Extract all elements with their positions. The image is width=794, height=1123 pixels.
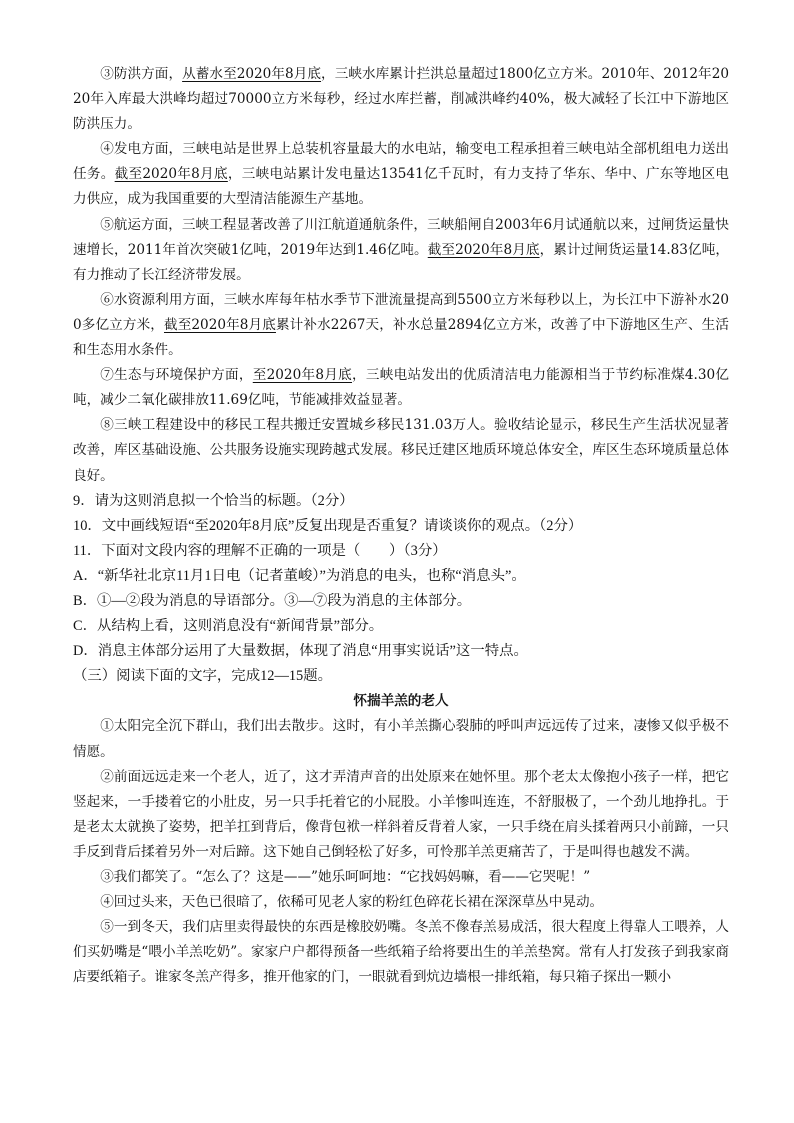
story-paragraph-1: ①太阳完全沉下群山，我们出去散步。这时，有小羊羔撕心裂肺的呼叫声远远传了过来，凄惨又似乎极不情愿。: [73, 718, 729, 760]
paragraph-5: [73, 213, 729, 288]
question-9: 9．请为这则消息拟一个恰当的标题。（2分）: [73, 492, 354, 509]
question-10: 10．文中画线短语“至2020年8月底”反复出现是否重复？请谈谈你的观点。（2分）: [73, 517, 583, 534]
question-11: 11．下面对文段内容的理解不正确的一项是（ ）（3分）: [73, 542, 447, 559]
option-b: B．①—②段为消息的导语部分。③—⑦段为消息的主体部分。: [73, 592, 472, 609]
story-paragraph-3: ③我们都笑了。“怎么了？这是——”她乐呵呵地：“它找妈妈嘛，看——它哭呢！”: [100, 869, 591, 885]
paragraph-7: [73, 363, 729, 413]
option-c: C．从结构上看，这则消息没有“新闻背景”部分。: [73, 618, 384, 635]
underlined-phrase: 截至2020年8月底: [163, 316, 276, 333]
text: ④发电方面，三峡电站是世界上总装机容量最大的水电站，输变电工程承担着三峡电站全部机组电力送出任务。: [73, 141, 729, 183]
paragraph-4: [73, 137, 729, 212]
story-paragraph-2: ②前面远远走来一个老人，近了，这才弄清声音的出处原来在她怀里。那个老太太像抱小孩子一样，把它竖起来，一手搂着它的小肚皮，另一只手托着它的小屁股。小羊惨叫连连，不舒服极了，一个劲儿地挣扎。于是老太太就换了姿势，把羊扛到背后，像背包袱一样斜着反背着人家，一只手绕在肩头揉着两只小前蹄，一只手反到背后揉着另外一对后蹄。这下她自己倒轻松了好多，可怜那羊羔更痛苦了，于是叫得也越发不满。: [73, 768, 729, 860]
underlined-phrase: 至2020年8月底: [252, 367, 353, 384]
paragraph-3: [73, 62, 729, 137]
underlined-phrase: 截至2020年8月底: [114, 166, 228, 183]
text: ③防洪方面，: [100, 66, 183, 82]
story-paragraph-4: ④回过头来，天色已很暗了，依稀可见老人家的粉红色碎花长裙在深深草丛中晃动。: [100, 894, 604, 911]
paragraph-6: [73, 288, 729, 363]
text: ⑥水资源利用方面，三峡水库每年枯水季节下泄流量提高到5500立方米每秒以上，为长江中下游补水200多亿立方米，: [73, 291, 729, 333]
underlined-phrase: 截至2020年8月底: [427, 241, 540, 258]
story-title: 怀揣羊羔的老人: [353, 693, 449, 710]
section-3-heading: （三）阅读下面的文字，完成12—15题。: [73, 668, 333, 685]
page-content: [73, 62, 729, 990]
text: 累计补水2267天，补水总量2894亿立方米，改善了中下游地区生产、生活和生态用水条件。: [73, 316, 729, 359]
text: ，累计过闸货运量14.83亿吨，有力推动了长江经济带发展。: [73, 241, 729, 283]
option-a: A．“新华社北京11月1日电（记者董峻）”为消息的电头，也称“消息头”。: [73, 567, 526, 584]
text: ，三峡电站累计发电量达13541亿千瓦时，有力支持了华东、华中、广东等地区电力供应，成为我国重要的大型清洁能源生产基地。: [73, 166, 730, 208]
option-d: D．消息主体部分运用了大量数据，体现了消息“用事实说话”这一特点。: [73, 643, 528, 660]
text: ⑤航运方面，三峡工程显著改善了川江航道通航条件，三峡船闸自2003年6月试通航以来，过闸货运量快速增长，2011年首次突破1亿吨，2019年达到1.46亿吨。: [73, 216, 729, 258]
text: ⑦生态与环境保护方面，: [100, 367, 253, 384]
text: ，三峡电站发出的优质清洁电力能源相当于节约标准煤4.30亿吨，减少二氧化碳排放11.69亿吨，节能减排效益显著。: [73, 367, 730, 409]
underlined-phrase: 从蓄水至2020年8月底: [182, 66, 322, 82]
paragraph-8: ⑧三峡工程建设中的移民工程共搬迁安置城乡移民131.03万人。验收结论显示，移民生产生活状况显著改善，库区基础设施、公共服务设施实现跨越式发展。移民迁建区地质环境总体安全，库区生态环境质量总体良好。: [73, 417, 729, 484]
story-paragraph-5: ⑤一到冬天，我们店里卖得最快的东西是橡胶奶嘴。冬羔不像春羔易成活，很大程度上得靠人工喂养，人们买奶嘴是“喂小羊羔吃奶”。家家户户都得预备一些纸箱子给将要出生的羊羔垫窝。常有人打发孩子到我家商店要纸箱子。谁家冬羔产得多，推开他家的门，一眼就看到炕边墙根一排纸箱，每只箱子探出一颗小: [73, 919, 729, 986]
text: ，三峡水库累计拦洪总量超过1800亿立方米。2010年、2012年2020年入库最大洪峰均超过70000立方米每秒，经过水库拦蓄，削减洪峰约40%，极大减轻了长江中下游地区防洪压力。: [73, 66, 730, 133]
